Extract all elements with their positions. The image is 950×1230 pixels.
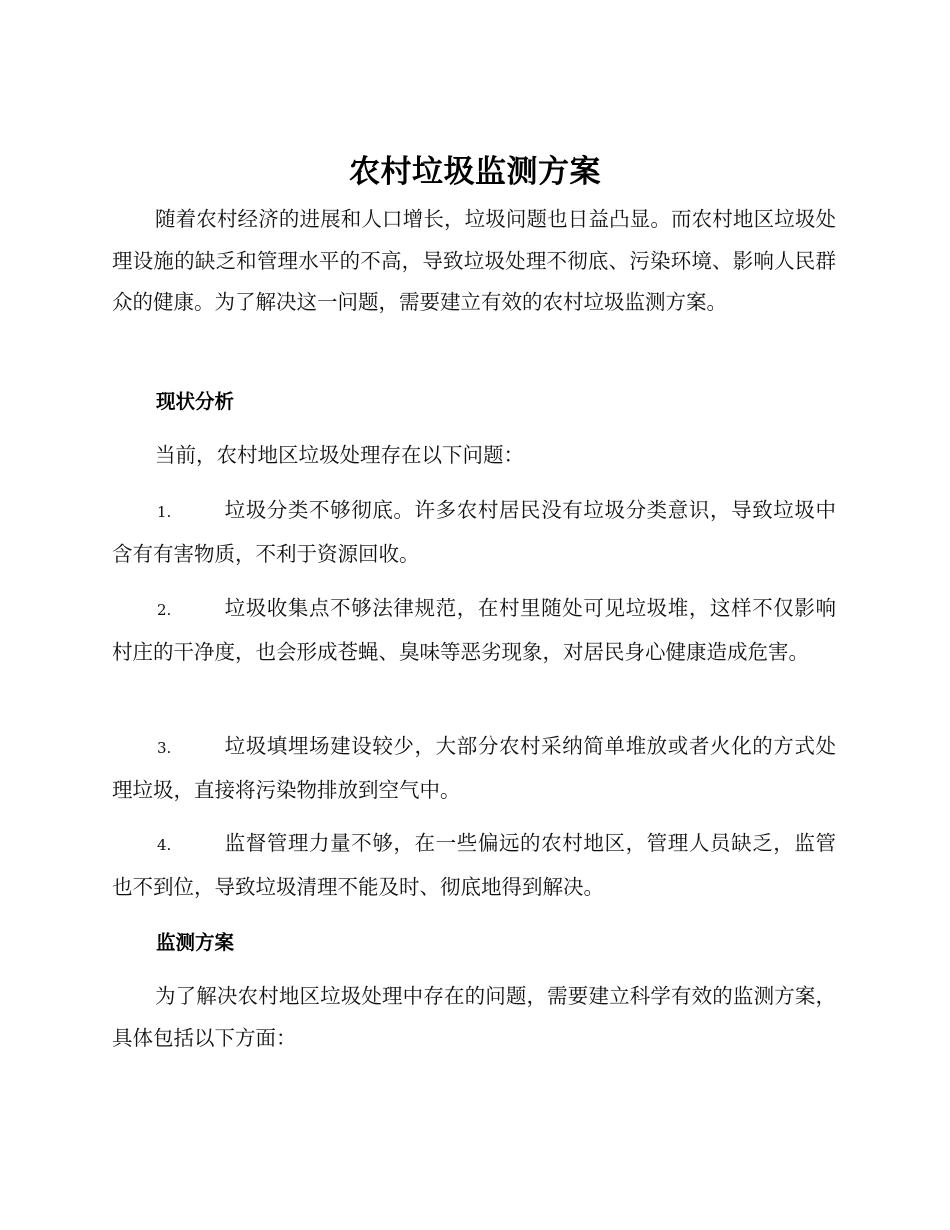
list-number: 4. [157,836,172,854]
list-text: 垃圾填埋场建设较少，大部分农村采纳简单堆放或者火化的方式处理垃圾，直接将污染物排放到空气中。 [112,734,836,802]
section-lead-plan: 为了解决农村地区垃圾处理中存在的问题，需要建立科学有效的监测方案，具体包括以下方面： [112,984,836,1050]
list-item [112,588,836,673]
list-number: 3. [157,739,172,757]
document-title: 农村垃圾监测方案 [349,154,601,190]
list-number: 2. [157,601,172,619]
list-number: 1. [157,503,172,521]
list-item [112,490,836,575]
list-text: 监督管理力量不够，在一些偏远的农村地区，管理人员缺乏，监管也不到位，导致垃圾清理不能及时、彻底地得到解决。 [112,831,836,899]
list-item [112,823,836,908]
list-text: 垃圾收集点不够法律规范，在村里随处可见垃圾堆，这样不仅影响村庄的干净度，也会形成苍蝇、臭味等恶劣现象，对居民身心健康造成危害。 [112,596,836,664]
list-item [112,726,836,811]
intro-paragraph: 随着农村经济的进展和人口增长，垃圾问题也日益凸显。而农村地区垃圾处理设施的缺乏和管理水平的不高，导致垃圾处理不彻底、污染环境、影响人民群众的健康。为了解决这一问题，需要建立有效的农村垃圾监测方案。 [112,207,836,314]
section-heading-plan: 监测方案 [156,931,235,954]
list-text: 垃圾分类不够彻底。许多农村居民没有垃圾分类意识，导致垃圾中含有有害物质，不利于资源回收。 [112,498,836,566]
section-heading-status: 现状分析 [156,390,235,413]
section-lead-status: 当前，农村地区垃圾处理存在以下问题： [155,443,524,467]
